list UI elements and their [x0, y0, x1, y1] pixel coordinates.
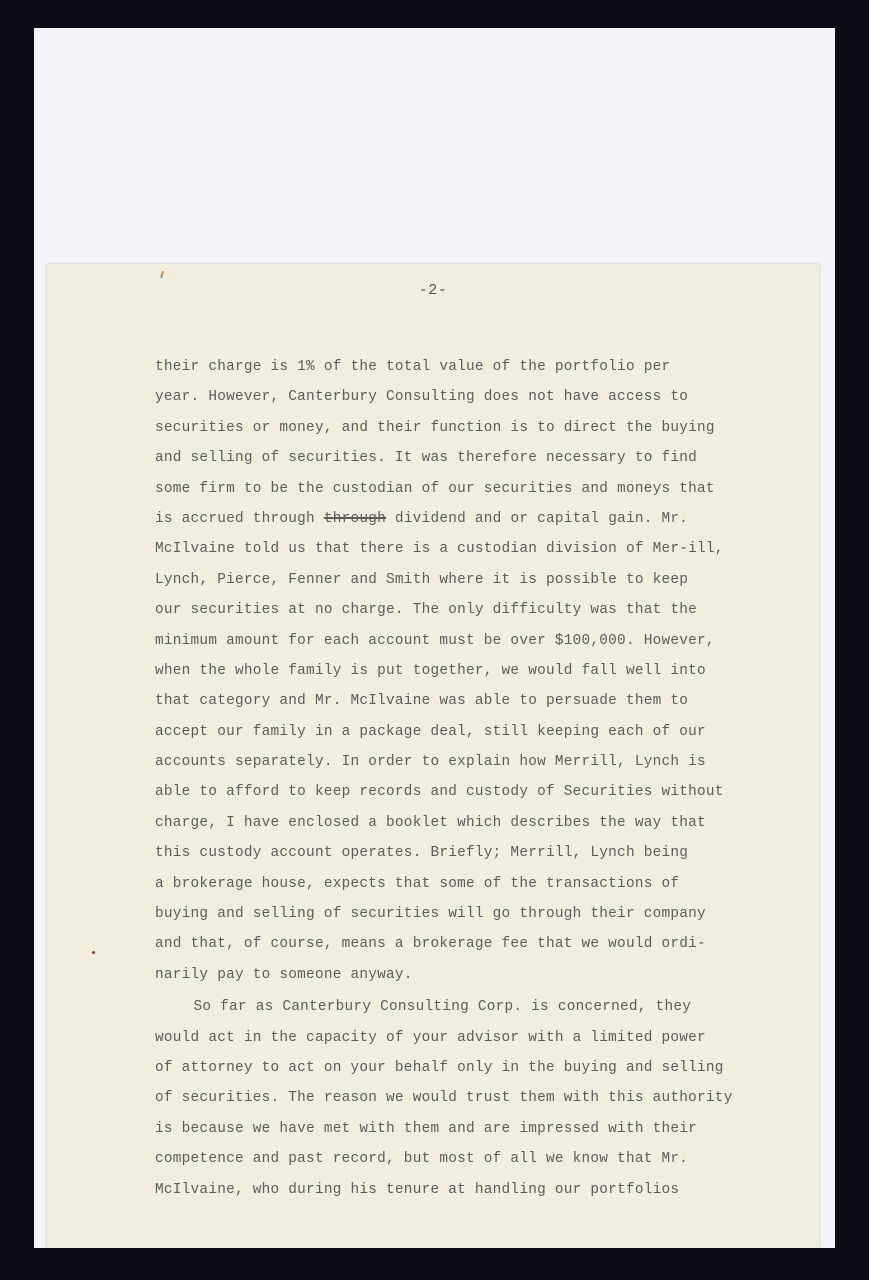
- letter-line: narily pay to someone anyway.: [155, 966, 413, 983]
- letter-line: [155, 504, 765, 534]
- letter-line: competence and past record, but most of all we know that Mr.: [155, 1151, 689, 1168]
- letter-body: [155, 352, 765, 1205]
- letter-line: a brokerage house, expects that some of the transactions of: [155, 875, 680, 892]
- letter-line: this custody account operates. Briefly; Merrill, Lynch being: [155, 845, 689, 862]
- letter-page: [47, 264, 819, 1248]
- line-text-before-strike: is accrued through: [155, 510, 324, 527]
- letter-line: accounts separately. In order to explain how Merrill, Lynch is: [155, 754, 706, 771]
- letter-line: year. However, Canterbury Consulting does not have access to: [155, 389, 689, 406]
- letter-line: accept our family in a package deal, still keeping each of our: [155, 723, 706, 740]
- red-margin-mark: [92, 951, 95, 954]
- letter-line: that category and Mr. McIlvaine was able to persuade them to: [155, 693, 689, 710]
- letter-line: So far as Canterbury Consulting Corp. is concerned, they: [193, 999, 692, 1016]
- letter-line: securities or money, and their function is to direct the buying: [155, 419, 715, 436]
- letter-line: Lynch, Pierce, Fenner and Smith where it is possible to keep: [155, 571, 689, 588]
- letter-line: McIlvaine told us that there is a custodian division of Mer-ill,: [155, 541, 724, 558]
- struck-word: through: [323, 510, 387, 527]
- letter-line: of attorney to act on your behalf only in the buying and selling: [155, 1059, 724, 1076]
- line-text-after-strike: dividend and or capital gain. Mr.: [386, 510, 689, 527]
- letter-line: would act in the capacity of your advisor with a limited power: [155, 1029, 706, 1046]
- letter-line: their charge is 1% of the total value of the portfolio per: [155, 359, 671, 375]
- letter-line: and selling of securities. It was therefore necessary to find: [155, 450, 698, 467]
- letter-line: is because we have met with them and are impressed with their: [155, 1120, 698, 1137]
- letter-line: some firm to be the custodian of our securities and moneys that: [155, 480, 715, 497]
- letter-line: of securities. The reason we would trust them with this authority: [155, 1090, 733, 1107]
- letter-line: when the whole family is put together, we would fall well into: [155, 662, 706, 679]
- letter-line: charge, I have enclosed a booklet which describes the way that: [155, 814, 706, 831]
- letter-line: buying and selling of securities will go through their company: [155, 906, 706, 923]
- letter-line: and that, of course, means a brokerage fee that we would ordi-: [155, 936, 706, 953]
- page-number: -2-: [418, 282, 448, 299]
- pencil-tick-mark: [160, 271, 164, 278]
- letter-line: minimum amount for each account must be over $100,000. However,: [155, 632, 715, 649]
- letter-line: able to afford to keep records and custody of Securities without: [155, 784, 724, 801]
- letter-line: McIlvaine, who during his tenure at handling our portfolios: [155, 1181, 680, 1198]
- letter-line: our securities at no charge. The only difficulty was that the: [155, 602, 698, 619]
